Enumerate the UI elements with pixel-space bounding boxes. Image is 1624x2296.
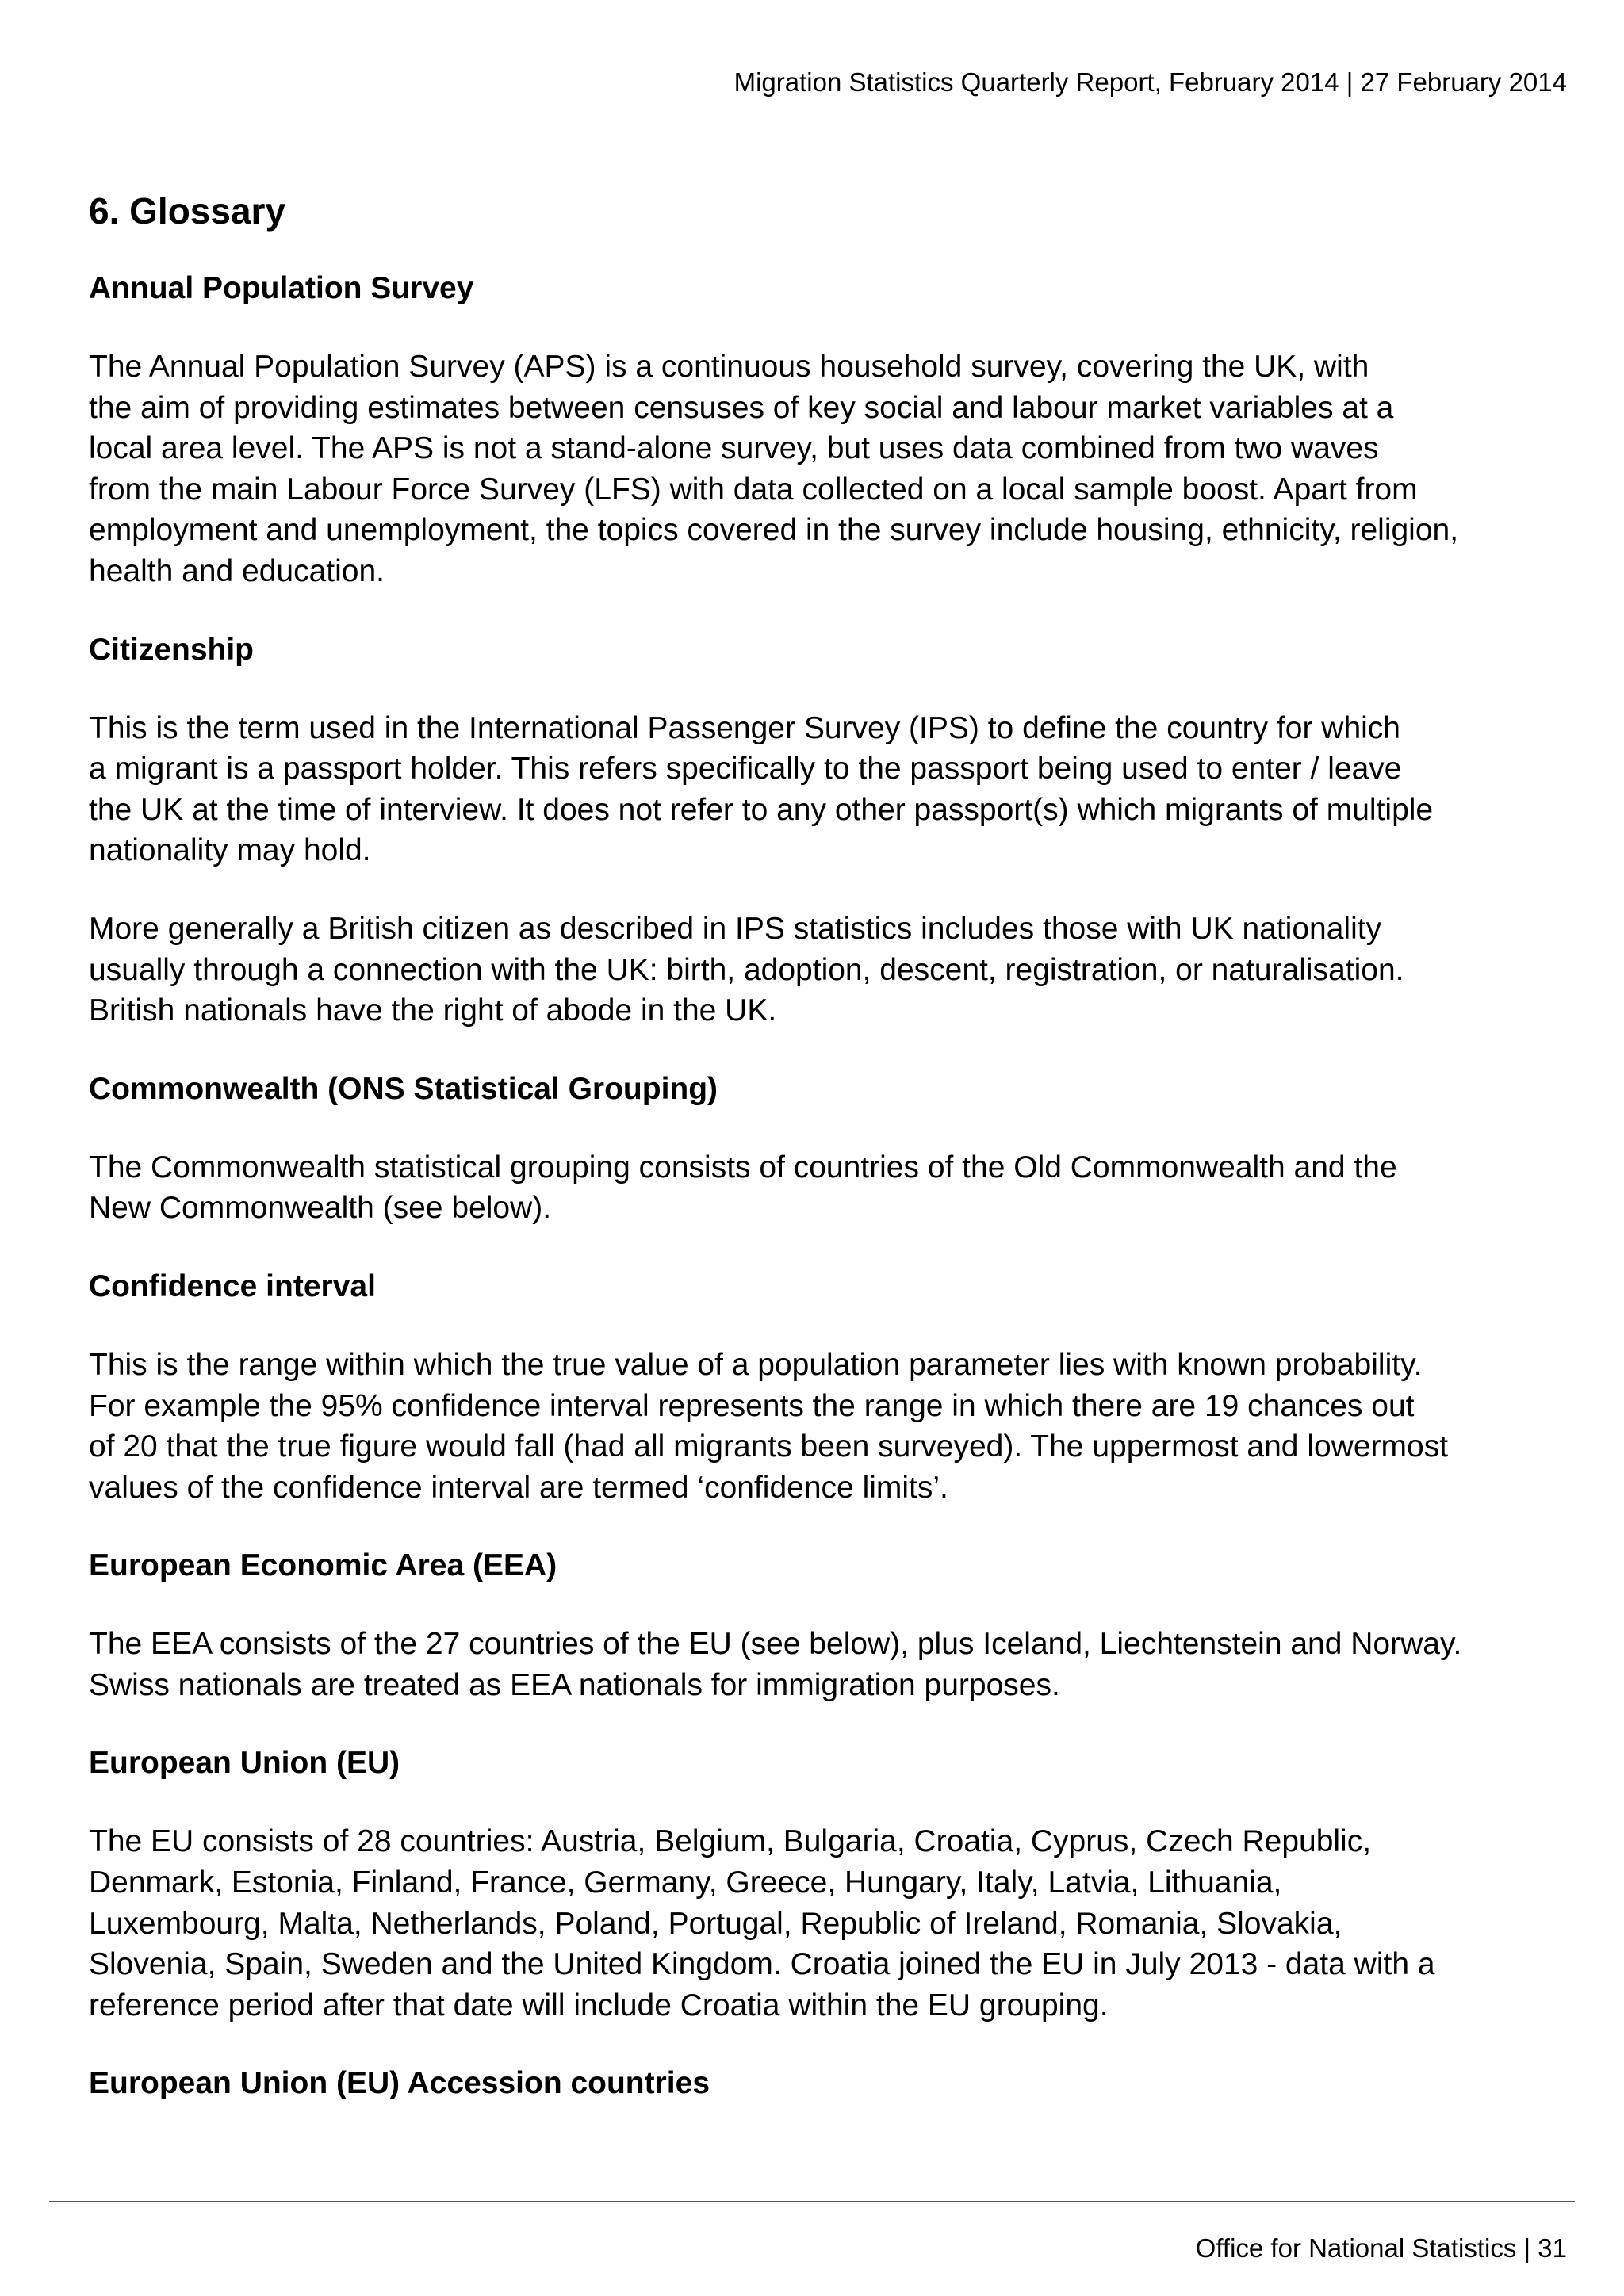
glossary-definition-paragraph	[89, 909, 1564, 1031]
paragraph-line: Swiss nationals are treated as EEA nationals for immigration purposes.	[89, 1667, 1060, 1702]
paragraph-line: nationality may hold.	[89, 833, 371, 868]
paragraph-line: Denmark, Estonia, Finland, France, Germany, Greece, Hungary, Italy, Latvia, Lithuania,	[89, 1866, 1282, 1900]
running-header: Migration Statistics Quarterly Report, February 2014 | 27 February 2014	[733, 67, 1567, 97]
paragraph-line: The EEA consists of the 27 countries of the EU (see below), plus Iceland, Liechtenstein and Norway.	[89, 1627, 1462, 1662]
paragraph-line: the UK at the time of interview. It does not refer to any other passport(s) which migrants of multiple	[89, 792, 1434, 827]
paragraph-line: employment and unemployment, the topics covered in the survey include housing, ethnicity, religion,	[89, 513, 1459, 548]
paragraph-line: reference period after that date will include Croatia within the EU grouping.	[89, 1988, 1109, 2022]
page-title: 6. Glossary	[89, 190, 286, 232]
glossary-definition-paragraph	[89, 1821, 1564, 2026]
paragraph-line: usually through a connection with the UK: birth, adoption, descent, registration, or naturalisation.	[89, 952, 1404, 987]
paragraph-line: Luxembourg, Malta, Netherlands, Poland, Portugal, Republic of Ireland, Romania, Slovakia,	[89, 1906, 1342, 1941]
footer-text: Office for National Statistics | 31	[1195, 2233, 1567, 2263]
paragraph-line: from the main Labour Force Survey (LFS) with data collected on a local sample boost. Apart from	[89, 472, 1418, 507]
glossary-term-heading: Confidence interval	[89, 1269, 376, 1303]
glossary-term-heading: European Economic Area (EEA)	[89, 1548, 557, 1583]
glossary-definition-paragraph	[89, 1147, 1564, 1229]
paragraph-line: New Commonwealth (see below).	[89, 1191, 552, 1226]
glossary-definition-paragraph	[89, 708, 1564, 871]
glossary-term-heading: Commonwealth (ONS Statistical Grouping)	[89, 1071, 718, 1106]
glossary-definition-paragraph	[89, 1624, 1564, 1705]
paragraph-line: The Annual Population Survey (APS) is a continuous household survey, covering the UK, with	[89, 350, 1369, 384]
paragraph-line: More generally a British citizen as described in IPS statistics includes those with UK nationality	[89, 911, 1382, 946]
paragraph-line: This is the range within which the true value of a population parameter lies with known probability.	[89, 1347, 1423, 1382]
paragraph-line: a migrant is a passport holder. This refers specifically to the passport being used to enter / leave	[89, 752, 1402, 786]
paragraph-line: The EU consists of 28 countries: Austria, Belgium, Bulgaria, Croatia, Cyprus, Czech Republic,	[89, 1824, 1372, 1859]
glossary-term-heading: Annual Population Survey	[89, 271, 474, 305]
glossary-term-heading: Citizenship	[89, 632, 255, 667]
paragraph-line: For example the 95% confidence interval represents the range in which there are 19 chances out	[89, 1388, 1415, 1423]
paragraph-line: of 20 that the true figure would fall (had all migrants been surveyed). The uppermost and lowermost	[89, 1429, 1449, 1464]
paragraph-line: values of the confidence interval are termed ‘confidence limits’.	[89, 1470, 948, 1505]
glossary-term-heading: European Union (EU)	[89, 1746, 400, 1781]
paragraph-line: Slovenia, Spain, Sweden and the United Kingdom. Croatia joined the EU in July 2013 - data with a	[89, 1947, 1435, 1982]
paragraph-line: the aim of providing estimates between censuses of key social and labour market variables at a	[89, 390, 1394, 425]
glossary-term-heading: European Union (EU) Accession countries	[89, 2066, 710, 2101]
paragraph-line: local area level. The APS is not a stand-alone survey, but uses data combined from two waves	[89, 431, 1379, 466]
paragraph-line: British nationals have the right of abode in the UK.	[89, 993, 777, 1028]
glossary-definition-paragraph	[89, 346, 1564, 592]
glossary-definition-paragraph	[89, 1345, 1564, 1508]
footer-divider	[49, 2201, 1575, 2202]
glossary-entries	[89, 268, 1564, 2104]
paragraph-line: The Commonwealth statistical grouping consists of countries of the Old Commonwealth and the	[89, 1150, 1397, 1184]
paragraph-line: health and education.	[89, 553, 385, 588]
paragraph-line: This is the term used in the International Passenger Survey (IPS) to define the country for which	[89, 710, 1400, 745]
glossary-content	[89, 189, 1564, 2141]
